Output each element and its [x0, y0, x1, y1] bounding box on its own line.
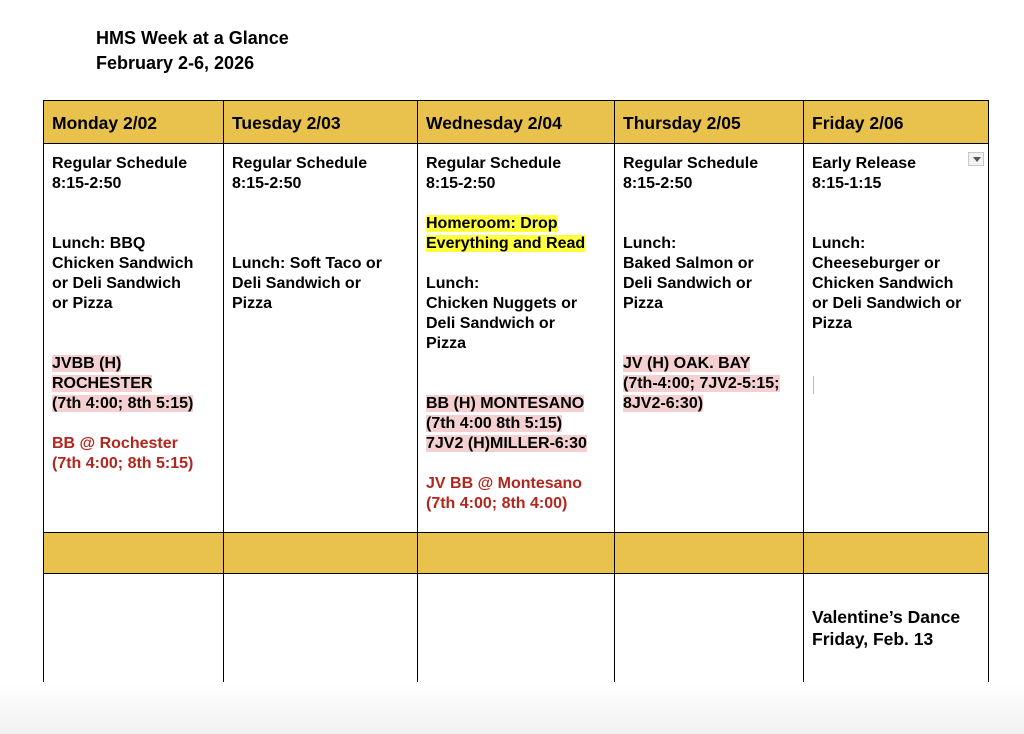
lunch-line: Chicken Sandwich	[812, 275, 954, 292]
schedule-type: Regular Schedule	[623, 155, 759, 172]
away-game-line: (7th 4:00; 8th 5:15)	[52, 455, 194, 472]
home-game-line: (7th-4:00; 7JV2-5:15;	[623, 375, 780, 392]
lunch-line: Pizza	[232, 295, 273, 312]
schedule-type: Regular Schedule	[426, 155, 562, 172]
day-header-monday[interactable]: Monday 2/02	[44, 101, 224, 144]
document-title-block	[96, 26, 289, 76]
day-header-tuesday[interactable]: Tuesday 2/03	[224, 101, 418, 144]
lunch-line: Lunch:	[623, 235, 677, 252]
page-title: HMS Week at a Glance	[96, 28, 289, 48]
spacer-cell[interactable]	[804, 533, 989, 574]
date-range: February 2-6, 2026	[96, 53, 255, 73]
home-game-line: 8JV2-6:30)	[623, 395, 704, 412]
spacer-cell[interactable]	[615, 533, 804, 574]
away-game-line: BB @ Rochester	[52, 435, 178, 452]
event-note: Friday, Feb. 13	[812, 629, 934, 649]
home-game-line: JV (H) OAK. BAY	[623, 355, 751, 372]
home-game-line: 7JV2 (H)MILLER-6:30	[426, 435, 587, 452]
lunch-line: Cheeseburger or	[812, 255, 941, 272]
home-game-line: ROCHESTER	[52, 375, 153, 392]
lunch-line: Chicken Sandwich	[52, 255, 194, 272]
lunch-line: Deli Sandwich or	[232, 275, 361, 292]
day-header-friday[interactable]: Friday 2/06	[804, 101, 989, 144]
cell-tuesday[interactable]	[224, 144, 418, 533]
lunch-line: Lunch:	[426, 275, 480, 292]
schedule-time: 8:15-2:50	[52, 175, 122, 192]
spacer-cell[interactable]	[418, 533, 615, 574]
away-game-line: (7th 4:00; 8th 4:00)	[426, 495, 568, 512]
spacer-row	[44, 533, 989, 574]
home-game-line: (7th 4:00 8th 5:15)	[426, 415, 563, 432]
lunch-line: Pizza	[426, 335, 467, 352]
spacer-cell[interactable]	[44, 533, 224, 574]
cell-friday[interactable]	[804, 144, 989, 533]
schedule-type: Regular Schedule	[232, 155, 368, 172]
lunch-line: Chicken Nuggets or	[426, 295, 578, 312]
schedule-type: Regular Schedule	[52, 155, 188, 172]
lunch-line: Pizza	[623, 295, 664, 312]
lunch-line: Deli Sandwich or	[426, 315, 555, 332]
schedule-type: Early Release	[812, 155, 917, 172]
cell-wednesday[interactable]	[418, 144, 615, 533]
lunch-line: Lunch: Soft Taco or	[232, 255, 382, 272]
home-game-line: BB (H) MONTESANO	[426, 395, 585, 412]
lunch-line: Pizza	[812, 315, 853, 332]
cell-monday[interactable]	[44, 144, 224, 533]
text-cursor	[813, 376, 814, 394]
lunch-line: or Pizza	[52, 295, 113, 312]
home-game-line: (7th 4:00; 8th 5:15)	[52, 395, 194, 412]
schedule-time: 8:15-1:15	[812, 175, 882, 192]
dropdown-arrow-icon[interactable]	[968, 152, 984, 166]
day-header-thursday[interactable]: Thursday 2/05	[615, 101, 804, 144]
lunch-line: or Deli Sandwich	[52, 275, 181, 292]
day-content-row	[44, 144, 989, 533]
lunch-line: Deli Sandwich or	[623, 275, 752, 292]
lunch-line: Lunch:	[812, 235, 866, 252]
day-header-wednesday[interactable]: Wednesday 2/04	[418, 101, 615, 144]
spacer-cell[interactable]	[224, 533, 418, 574]
week-schedule-table	[43, 100, 989, 713]
away-game-line: JV BB @ Montesano	[426, 475, 583, 492]
event-note: Valentine’s Dance	[812, 607, 961, 627]
lunch-line: or Deli Sandwich or	[812, 295, 962, 312]
viewer-bottom-bar	[0, 682, 1024, 734]
homeroom-line: Homeroom: Drop	[426, 215, 558, 232]
lunch-line: Baked Salmon or	[623, 255, 754, 272]
lunch-line: Lunch: BBQ	[52, 235, 146, 252]
home-game-line: JVBB (H)	[52, 355, 122, 372]
schedule-time: 8:15-2:50	[232, 175, 302, 192]
schedule-time: 8:15-2:50	[623, 175, 693, 192]
schedule-time: 8:15-2:50	[426, 175, 496, 192]
cell-thursday[interactable]	[615, 144, 804, 533]
day-header-row	[44, 101, 989, 144]
homeroom-line: Everything and Read	[426, 235, 586, 252]
